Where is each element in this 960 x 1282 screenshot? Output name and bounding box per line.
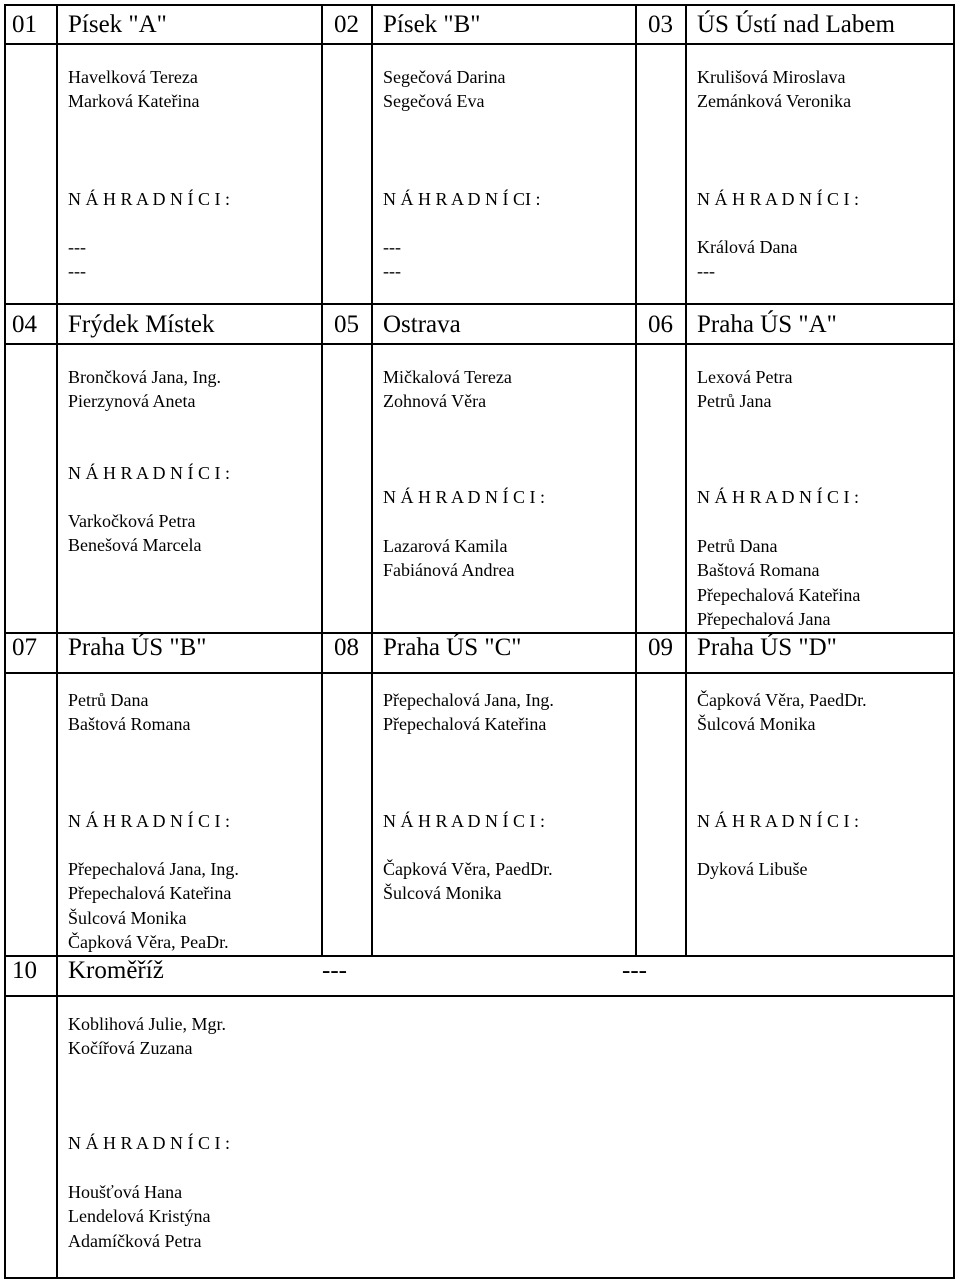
- substitute: Baštová Romana: [697, 560, 820, 581]
- substitute: Dyková Libuše: [697, 859, 808, 879]
- substitute: ---: [68, 237, 86, 257]
- team-members: [68, 365, 221, 414]
- member: Segečová Eva: [383, 91, 485, 112]
- border-right: [953, 4, 955, 1279]
- border-bottom: [4, 1277, 955, 1279]
- col-divider: [685, 4, 687, 955]
- substitute: Šulcová Monika: [68, 907, 187, 928]
- member: Krulišová Miroslava: [697, 67, 846, 87]
- team-name: ÚS Ústí nad Labem: [697, 11, 895, 38]
- substitute: Čapková Věra, PeaDr.: [68, 931, 229, 952]
- team-number: 08: [334, 634, 359, 661]
- substitute: ---: [68, 261, 86, 282]
- substitutes-list: [68, 857, 239, 954]
- substitutes-label: N Á H R A D N Í C I :: [68, 811, 231, 831]
- team-name: Praha ÚS "A": [697, 311, 837, 338]
- substitutes-label: N Á H R A D N Í C I :: [68, 189, 231, 209]
- team-number: 10: [12, 957, 37, 984]
- team-number: 03: [648, 11, 673, 38]
- member: Baštová Romana: [68, 714, 191, 735]
- member: Čapková Věra, PaedDr.: [697, 690, 867, 710]
- substitutes-label: N Á H R A D N Í C I :: [697, 189, 860, 209]
- team-name: Frýdek Místek: [68, 311, 215, 338]
- row-divider: [4, 303, 955, 305]
- member: Lexová Petra: [697, 367, 793, 387]
- team-name: Ostrava: [383, 311, 461, 338]
- row-divider: [4, 672, 955, 674]
- substitute: Přepechalová Kateřina: [68, 883, 232, 904]
- substitute: Benešová Marcela: [68, 535, 202, 556]
- substitutes-list: [697, 534, 860, 631]
- substitute: ---: [383, 237, 401, 257]
- col-divider: [321, 4, 323, 955]
- member: Segečová Darina: [383, 67, 506, 87]
- substitute: Fabiánová Andrea: [383, 560, 515, 581]
- member: Kočířová Zuzana: [68, 1038, 193, 1059]
- substitutes-label: N Á H R A D N Í C I :: [68, 1133, 231, 1153]
- border-top: [4, 4, 955, 6]
- team-name: Písek "B": [383, 11, 481, 38]
- substitute: Přepechalová Kateřina: [697, 584, 861, 605]
- col-divider: [635, 4, 637, 955]
- member: Zemánková Veronika: [697, 91, 852, 112]
- substitute: Houšťová Hana: [68, 1182, 183, 1202]
- empty-slot: ---: [322, 957, 347, 984]
- substitutes-list: [697, 857, 807, 881]
- substitutes-label: N Á H R A D N Í C I :: [383, 487, 546, 507]
- team-name: Kroměříž: [68, 957, 164, 984]
- substitutes-list: [68, 509, 201, 558]
- member: Havelková Tereza: [68, 67, 198, 87]
- border-left: [4, 4, 6, 1279]
- team-number: 02: [334, 11, 359, 38]
- substitutes-list: [383, 235, 401, 284]
- team-name: Praha ÚS "D": [697, 634, 837, 661]
- substitute: Varkočková Petra: [68, 511, 196, 531]
- team-number: 09: [648, 634, 673, 661]
- member: Mičkalová Tereza: [383, 367, 512, 387]
- substitutes-label: N Á H R A D N Í C I :: [697, 811, 860, 831]
- substitute: Petrů Dana: [697, 536, 778, 556]
- substitute: Šulcová Monika: [383, 883, 502, 904]
- member: Koblihová Julie, Mgr.: [68, 1014, 226, 1034]
- team-number: 01: [12, 11, 37, 38]
- substitutes-list: [697, 235, 797, 284]
- substitute: ---: [383, 261, 401, 282]
- team-members: [383, 65, 505, 114]
- team-members: [383, 365, 512, 414]
- substitute: Adamíčková Petra: [68, 1230, 202, 1251]
- member: Marková Kateřina: [68, 91, 200, 112]
- team-name: Praha ÚS "B": [68, 634, 207, 661]
- team-members: [68, 65, 199, 114]
- member: Pierzynová Aneta: [68, 391, 196, 412]
- substitutes-list: [68, 1180, 210, 1253]
- member: Přepechalová Kateřina: [383, 714, 547, 735]
- substitute: Čapková Věra, PaedDr.: [383, 859, 553, 879]
- substitutes-list: [383, 534, 514, 583]
- empty-slot: ---: [622, 957, 647, 984]
- member: Šulcová Monika: [697, 714, 816, 735]
- substitutes-list: [68, 235, 86, 284]
- team-members: [697, 365, 792, 414]
- substitutes-label: N Á H R A D N Í C I :: [697, 487, 860, 507]
- col-divider: [371, 4, 373, 955]
- row-divider: [4, 343, 955, 345]
- team-members: [68, 688, 190, 737]
- team-members: [697, 688, 867, 737]
- row-divider: [4, 995, 955, 997]
- substitute: Přepechalová Jana: [697, 608, 831, 629]
- member: Petrů Dana: [68, 690, 149, 710]
- substitute: Králová Dana: [697, 237, 798, 257]
- team-name: Praha ÚS "C": [383, 634, 522, 661]
- substitutes-label: N Á H R A D N Í C I :: [383, 811, 546, 831]
- substitutes-list: [383, 857, 553, 906]
- team-number: 06: [648, 311, 673, 338]
- substitute: Lendelová Kristýna: [68, 1206, 211, 1227]
- team-members: [383, 688, 554, 737]
- member: Petrů Jana: [697, 391, 772, 412]
- team-number: 04: [12, 311, 37, 338]
- team-members: [697, 65, 851, 114]
- substitute: Lazarová Kamila: [383, 536, 508, 556]
- team-members: [68, 1012, 226, 1061]
- member: Přepechalová Jana, Ing.: [383, 690, 554, 710]
- col-divider: [56, 4, 58, 1279]
- substitute: ---: [697, 261, 715, 282]
- row-divider: [4, 43, 955, 45]
- substitutes-label: N Á H R A D N Í C I :: [68, 463, 231, 483]
- team-name: Písek "A": [68, 11, 167, 38]
- team-number: 05: [334, 311, 359, 338]
- substitutes-label: N Á H R A D N Í CI :: [383, 189, 541, 209]
- member: Brončková Jana, Ing.: [68, 367, 221, 387]
- team-number: 07: [12, 634, 37, 661]
- substitute: Přepechalová Jana, Ing.: [68, 859, 239, 879]
- member: Zohnová Věra: [383, 391, 487, 412]
